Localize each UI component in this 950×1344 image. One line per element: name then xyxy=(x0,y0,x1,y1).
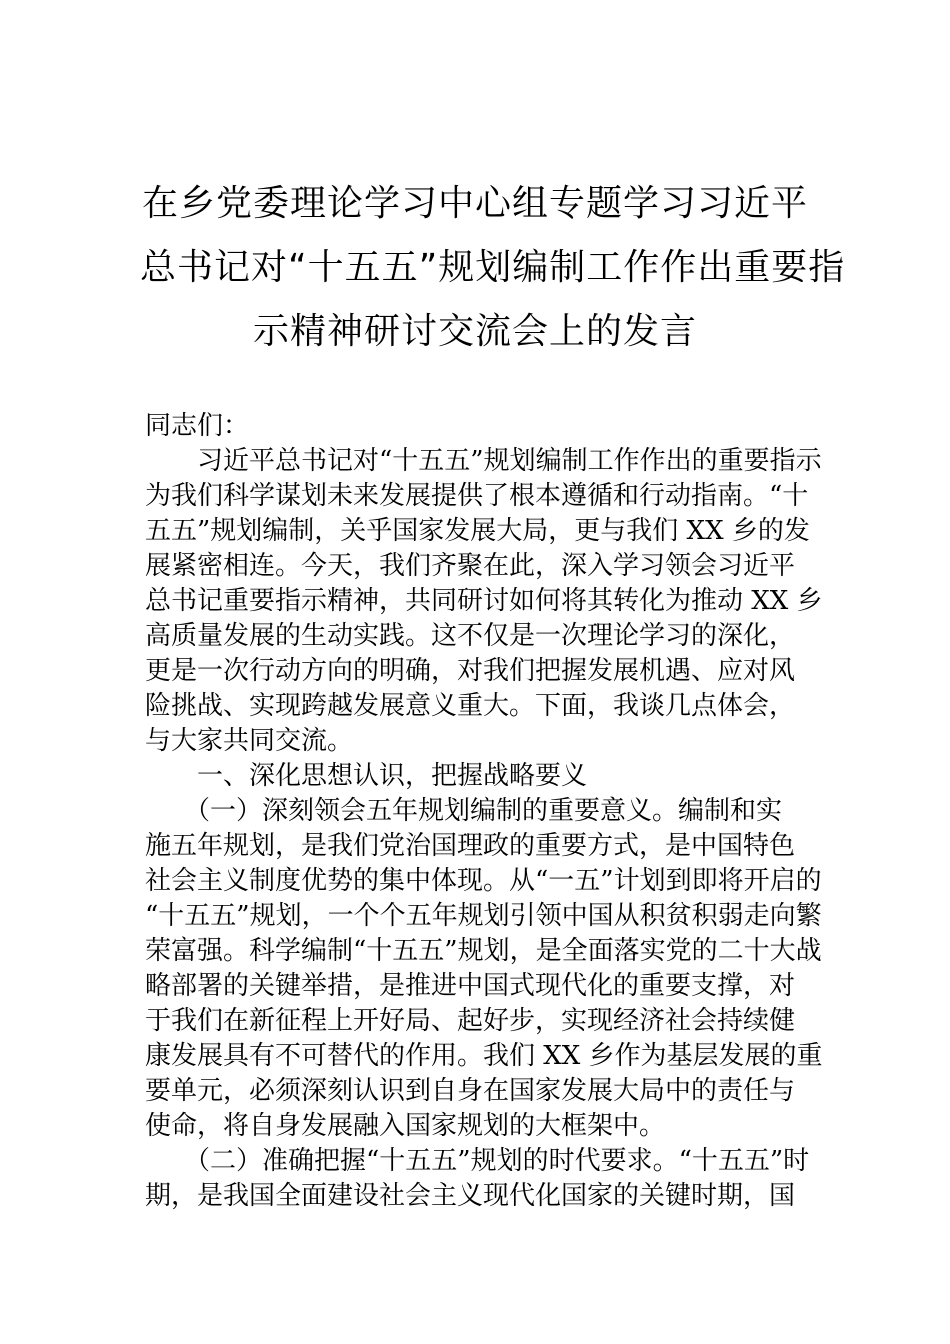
body-line: 要单元，必须深刻认识到自身在国家发展大局中的责任与 xyxy=(145,1076,796,1106)
body-line: （二）准确把握“十五五”规划的时代要求。“十五五”时 xyxy=(145,1146,810,1176)
body-line: 施五年规划，是我们党治国理政的重要方式，是中国特色 xyxy=(145,831,796,861)
body-line: 习近平总书记对“十五五”规划编制工作作出的重要指示 xyxy=(145,446,822,476)
title-line: 在乡党委理论学习中心组专题学习习近平 xyxy=(141,183,808,224)
body-line: 五五”规划编制，关乎国家发展大局，更与我们 XX 乡的发 xyxy=(145,516,810,546)
body-line: “十五五”规划，一个个五年规划引领中国从积贫积弱走向繁 xyxy=(145,901,822,931)
body-line: 略部署的关键举措，是推进中国式现代化的重要支撑，对 xyxy=(145,971,796,1001)
body-line: （一）深刻领会五年规划编制的重要意义。编制和实 xyxy=(145,796,783,826)
body-line: 总书记重要指示精神，共同研讨如何将其转化为推动 XX 乡 xyxy=(145,586,823,616)
body-line: 使命，将自身发展融入国家规划的大框架中。 xyxy=(145,1111,666,1141)
salutation: 同志们： xyxy=(145,411,250,441)
title-line: 示精神研讨交流会上的发言 xyxy=(252,311,697,352)
document-title xyxy=(140,172,846,364)
body-line: 荣富强。科学编制“十五五”规划，是全面落实党的二十大战 xyxy=(145,936,822,966)
body-line: 与大家共同交流。 xyxy=(145,726,354,756)
title-line: 总书记对“十五五”规划编制工作作出重要指 xyxy=(140,247,846,288)
body-line: 康发展具有不可替代的作用。我们 XX 乡作为基层发展的重 xyxy=(145,1041,823,1071)
body-line: 于我们在新征程上开好局、起好步，实现经济社会持续健 xyxy=(145,1006,796,1036)
section-heading: 一、深化思想认识，把握战略要义 xyxy=(145,761,588,791)
body-line: 为我们科学谋划未来发展提供了根本遵循和行动指南。“十 xyxy=(145,481,809,511)
document-body xyxy=(145,409,823,1214)
body-line: 高质量发展的生动实践。这不仅是一次理论学习的深化， xyxy=(145,621,796,651)
body-line: 期，是我国全面建设社会主义现代化国家的关键时期，国 xyxy=(145,1181,796,1211)
body-line: 更是一次行动方向的明确，对我们把握发展机遇、应对风 xyxy=(145,656,796,686)
body-line: 社会主义制度优势的集中体现。从“一五”计划到即将开启的 xyxy=(145,866,822,896)
body-line: 展紧密相连。今天，我们齐聚在此，深入学习领会习近平 xyxy=(145,551,796,581)
body-line: 险挑战、实现跨越发展意义重大。下面，我谈几点体会， xyxy=(145,691,796,721)
